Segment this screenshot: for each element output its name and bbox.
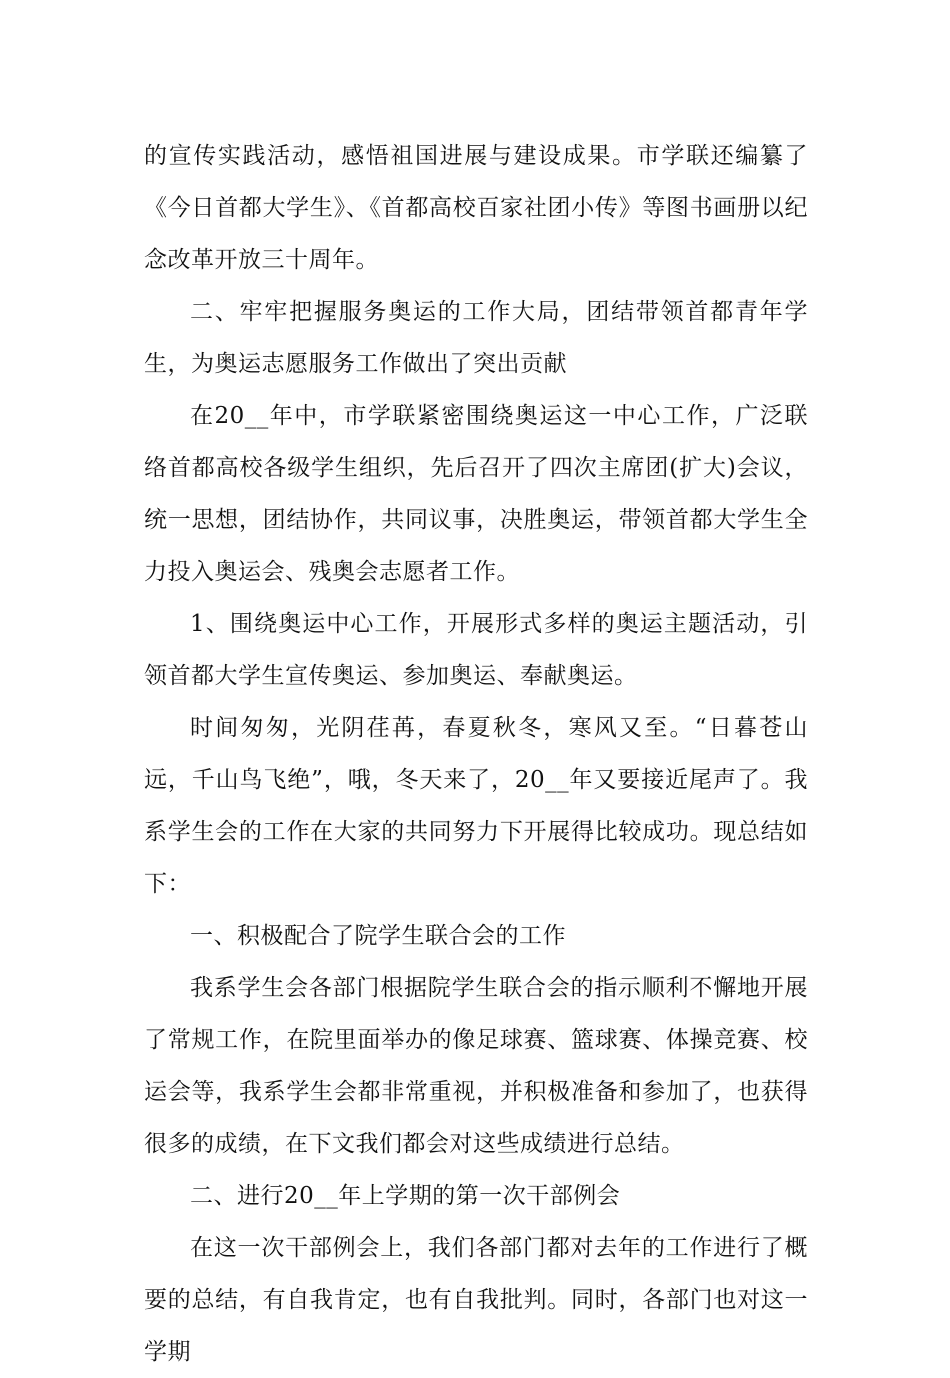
paragraph: 我系学生会各部门根据院学生联合会的指示顺利不懈地开展了常规工作，在院里面举办的像足球赛、篮球赛、体操竞赛、校运会等，我系学生会都非常重视，并积极准备和参加了，也获得很多的成绩，在下文我们都会对这些成绩进行总结。 xyxy=(144,975,808,1157)
paragraph: 在这一次干部例会上，我们各部门都对去年的工作进行了概要的总结，有自我肯定，也有自我批判。同时，各部门也对这一学期 xyxy=(144,1235,808,1365)
section-heading: 二、牢牢把握服务奥运的工作大局，团结带领首都青年学生，为奥运志愿服务工作做出了突出贡献 xyxy=(144,299,808,377)
paragraph: 的宣传实践活动，感悟祖国进展与建设成果。市学联还编纂了《今日首都大学生》、《首都高校百家社团小传》等图书画册以纪念改革开放三十周年。 xyxy=(144,143,808,273)
section-heading: 一、积极配合了院学生联合会的工作 xyxy=(190,923,566,949)
document-body xyxy=(144,130,808,1378)
section-heading: 二、进行20__年上学期的第一次干部例会 xyxy=(190,1183,621,1209)
paragraph: 1、围绕奥运中心工作，开展形式多样的奥运主题活动，引领首都大学生宣传奥运、参加奥运、奉献奥运。 xyxy=(144,611,808,689)
paragraph: 时间匆匆，光阴荏苒，春夏秋冬，寒风又至。“日暮苍山远，千山鸟飞绝”，哦，冬天来了，20__年又要接近尾声了。我系学生会的工作在大家的共同努力下开展得比较成功。现总结如下： xyxy=(144,715,808,897)
paragraph: 在20__年中，市学联紧密围绕奥运这一中心工作，广泛联络首都高校各级学生组织，先后召开了四次主席团(扩大)会议，统一思想，团结协作，共同议事，决胜奥运，带领首都大学生全力投入奥运会、残奥会志愿者工作。 xyxy=(144,403,808,585)
